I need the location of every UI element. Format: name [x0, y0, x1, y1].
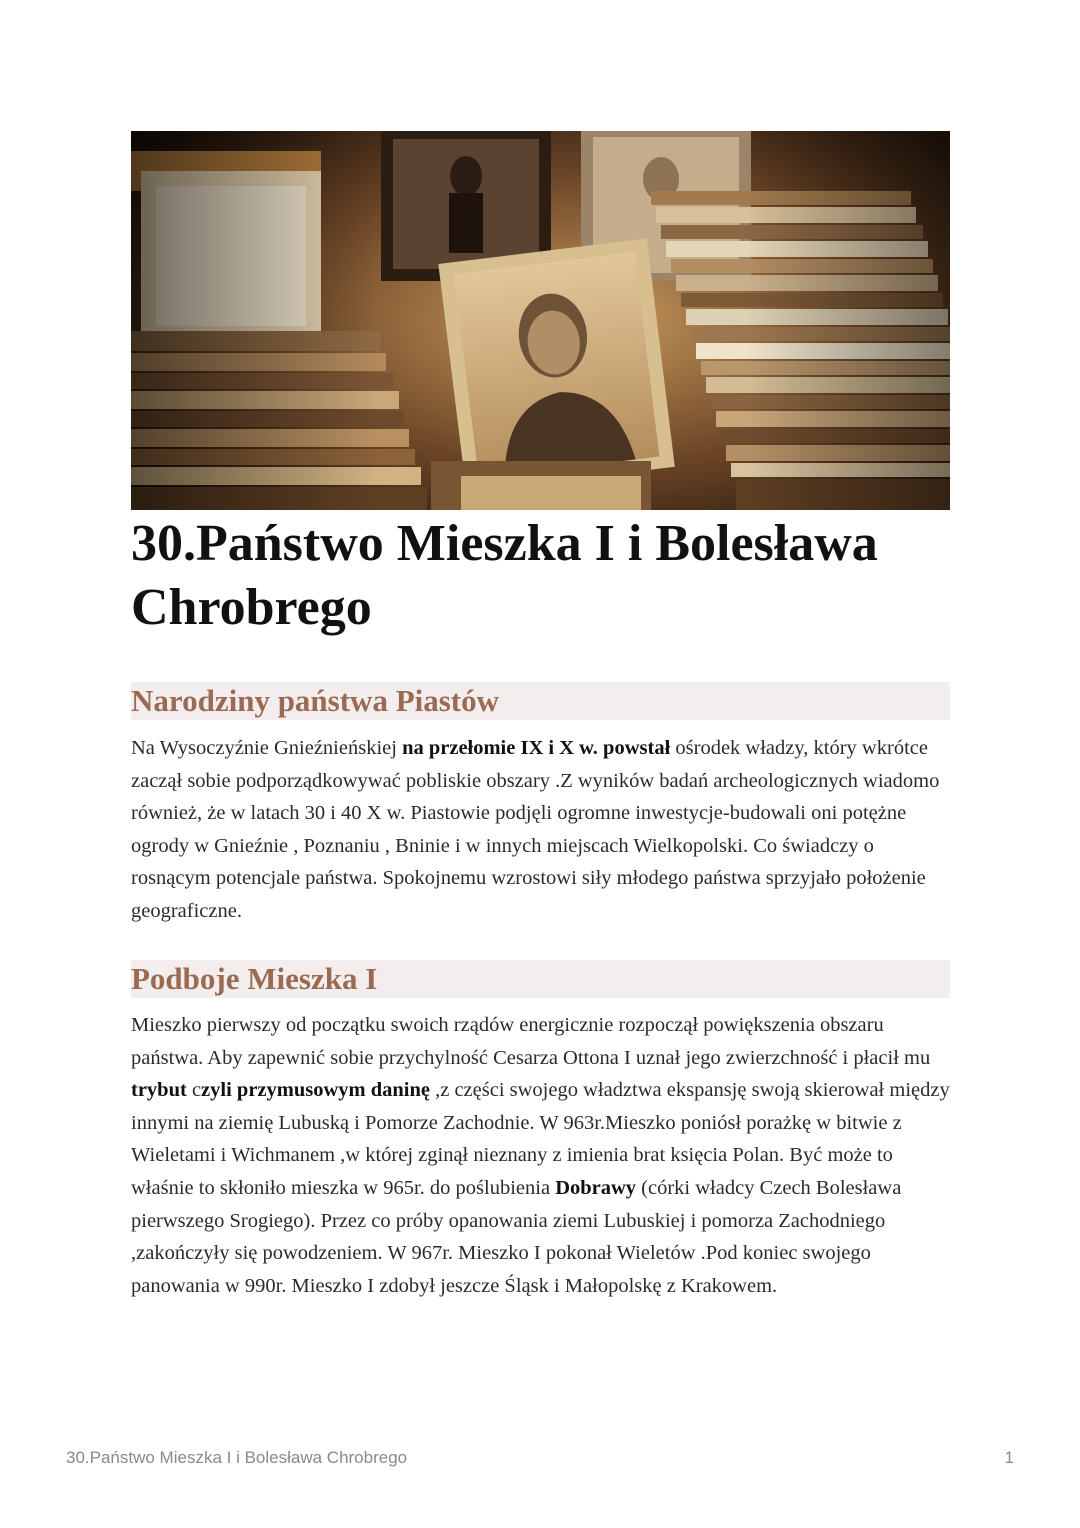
header-image — [131, 131, 950, 510]
bold-text: na przełomie IX i X w. powstał — [402, 737, 671, 759]
section-heading: Podboje Mieszka I — [131, 960, 950, 998]
page-number: 1 — [1004, 1448, 1014, 1467]
text-run: Mieszko pierwszy od początku swoich rządów energicznie rozpoczął powiększenia obszaru państwa. Aby zapewnić sobie przychylność Cesarza Ottona I uznał jego zwierzchność i płacił mu — [131, 1014, 931, 1069]
vintage-photographs-icon — [131, 131, 950, 510]
footer-title: 30.Państwo Mieszka I i Bolesława Chrobrego — [66, 1448, 408, 1467]
section-heading: Narodziny państwa Piastów — [131, 682, 950, 720]
section-paragraph — [131, 1009, 951, 1302]
bold-text: trybut — [131, 1079, 187, 1102]
bold-text: Dobrawy — [555, 1176, 637, 1199]
text-run: ,z części swojego władztwa ekspansję swoją skierował między innymi na ziemię Lubuską i Pomorze Zachodnie. W 963r.Mieszko poniósł porażkę w bitwie z Wieletami i Wichmanem ,w której zginął nieznany z imienia brat księcia Polan. Być może to właśnie to skłoniło mieszka w 965r. do poślubienia — [131, 1079, 950, 1199]
page-title: 30.Państwo Mieszka I i Bolesława Chrobrego — [131, 515, 878, 636]
section-paragraph — [131, 732, 951, 928]
text-run: ośrodek władzy, który wkrótce zaczął sobie podporządkowywać pobliskie obszary .Z wyników badań archeologicznych wiadomo również, że w latach 30 i 40 X w. Piastowie podjęli ogromne inwestycje-budowali oni potężne ogrody w Gnieźnie , Poznaniu , Bninie i w innych miejscach Wielkopolski. Co świadczy o rosnącym potencjale państwa. Spokojnemu wzrostowi siły młodego państwa sprzyjało położenie geograficzne. — [131, 737, 940, 922]
bold-text: zyli przymusowym daninę — [201, 1079, 430, 1102]
text-run: Na Wysoczyźnie Gnieźnieńskiej — [131, 737, 403, 759]
text-run: c — [186, 1079, 202, 1102]
text-run: (córki władcy Czech Bolesława pierwszego Srogiego). Przez co próby opanowania ziemi Lubuskiej i pomorza Zachodniego ,zakończyły się powodzeniem. W 967r. Mieszko I pokonał Wieletów .Pod koniec swojego panowania w 990r. Mieszko I zdobył jeszcze Śląsk i Małopolskę z Krakowem. — [131, 1176, 902, 1297]
